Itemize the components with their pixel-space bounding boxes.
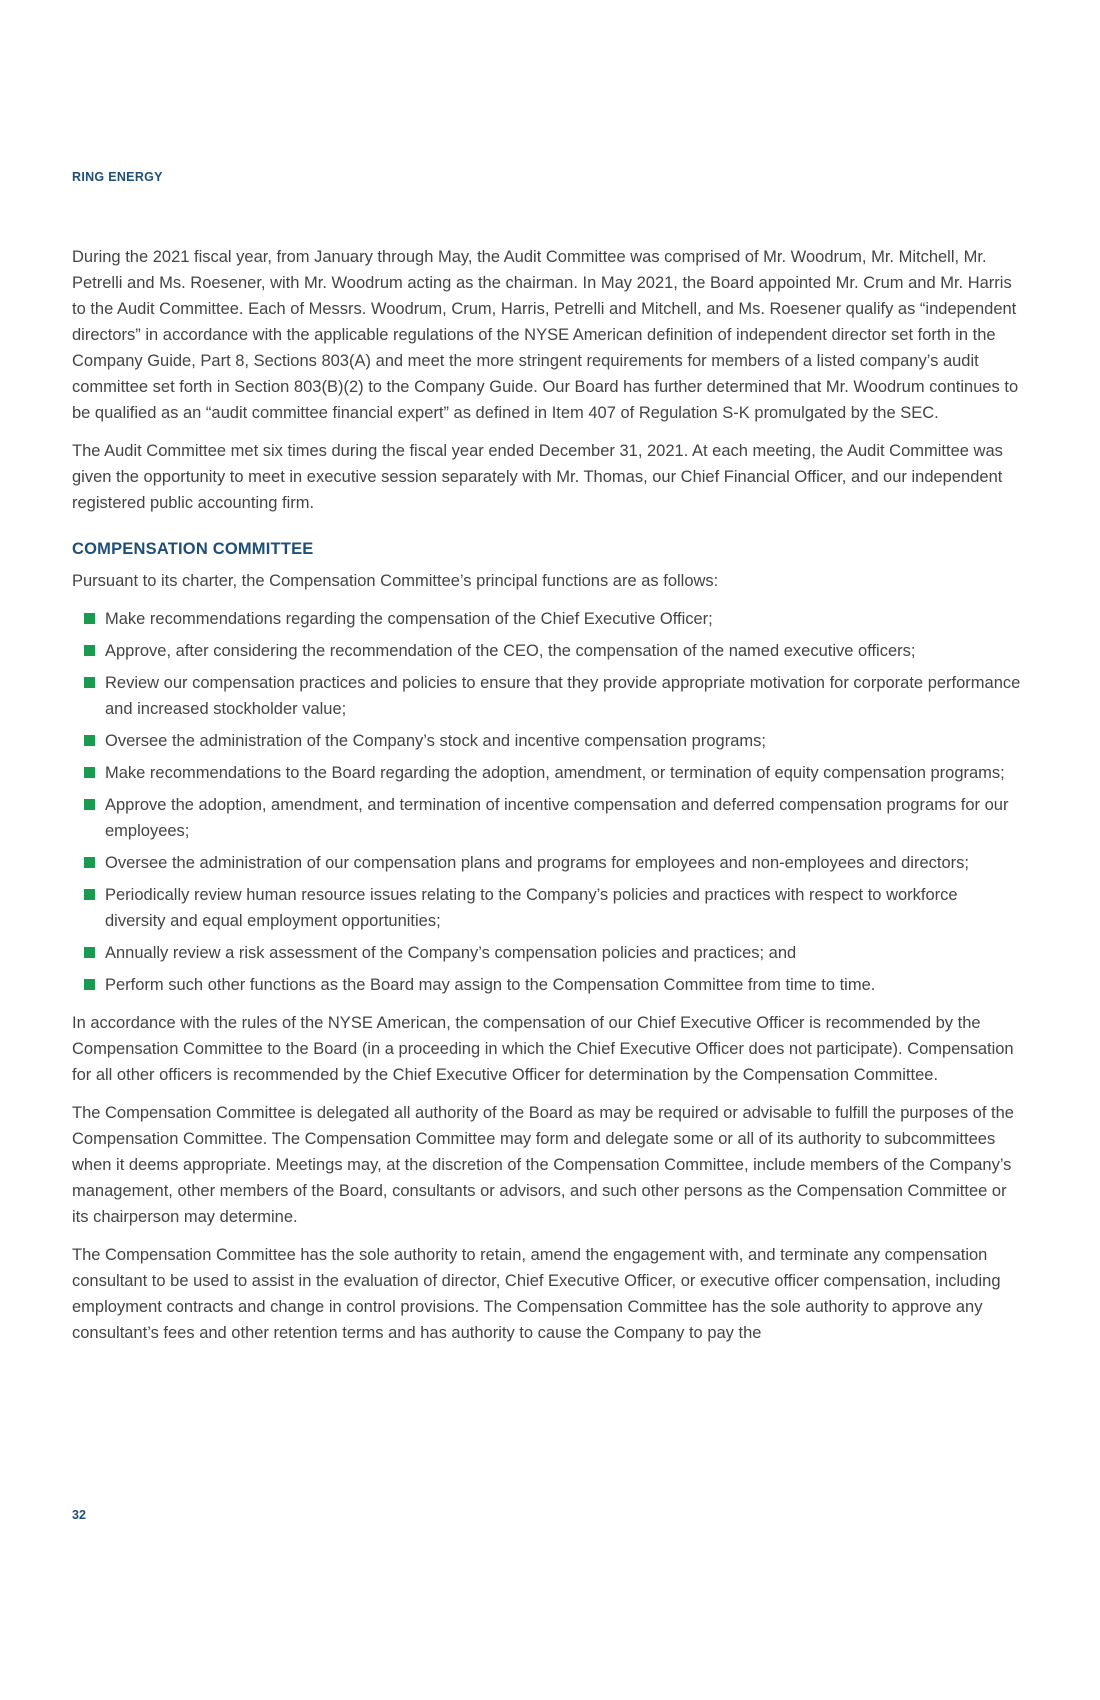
compensation-paragraph-3: The Compensation Committee has the sole authority to retain, amend the engagement with, and terminate any compensation consultant to be used to assist in the evaluation of director, Chief Executive Officer, or executive officer compensation, including employment contracts and change in control provisions. The Compensation Committee has the sole authority to approve any consultant’s fees and other retention terms and has authority to cause the Company to pay the xyxy=(72,1246,1001,1342)
list-item xyxy=(72,606,1022,632)
list-item-text: Perform such other functions as the Board may assign to the Compensation Committee from time to time. xyxy=(105,976,876,994)
compensation-intro: Pursuant to its charter, the Compensation Committee’s principal functions are as follows: xyxy=(72,572,719,590)
list-item xyxy=(72,728,1022,754)
list-item xyxy=(72,850,1022,876)
square-bullet-icon xyxy=(84,677,95,688)
compensation-paragraph-1: In accordance with the rules of the NYSE American, the compensation of our Chief Executive Officer is recommended by the Compensation Committee to the Board (in a proceeding in which the Chief Executive Officer does not participate). Compensation for all other officers is recommended by the Chief Executive Officer for determination by the Compensation Committee. xyxy=(72,1014,1014,1084)
square-bullet-icon xyxy=(84,767,95,778)
list-item xyxy=(72,882,1022,934)
list-item xyxy=(72,670,1022,722)
list-item xyxy=(72,972,1022,998)
square-bullet-icon xyxy=(84,857,95,868)
compensation-committee-heading: COMPENSATION COMMITTEE xyxy=(72,540,314,558)
list-item-text: Review our compensation practices and policies to ensure that they provide appropriate motivation for corporate performance and increased stockholder value; xyxy=(105,674,1021,718)
square-bullet-icon xyxy=(84,889,95,900)
square-bullet-icon xyxy=(84,799,95,810)
list-item-text: Approve the adoption, amendment, and termination of incentive compensation and deferred compensation programs for our employees; xyxy=(105,796,1009,840)
square-bullet-icon xyxy=(84,979,95,990)
list-item-text: Annually review a risk assessment of the Company’s compensation policies and practices; and xyxy=(105,944,797,962)
audit-paragraph-1: During the 2021 fiscal year, from January through May, the Audit Committee was comprised of Mr. Woodrum, Mr. Mitchell, Mr. Petrelli and Ms. Roesener, with Mr. Woodrum acting as the chairman. In May 2021, the Board appointed Mr. Crum and Mr. Harris to the Audit Committee. Each of Messrs. Woodrum, Crum, Harris, Petrelli and Mitchell, and Ms. Roesener qualify as “independent directors” in accordance with the applicable regulations of the NYSE American definition of independent director set forth in the Company Guide, Part 8, Sections 803(A) and meet the more stringent requirements for members of a listed company’s audit committee set forth in Section 803(B)(2) to the Company Guide. Our Board has further determined that Mr. Woodrum continues to be qualified as an “audit committee financial expert” as defined in Item 407 of Regulation S-K promulgated by the SEC. xyxy=(72,248,1019,422)
list-item-text: Make recommendations to the Board regarding the adoption, amendment, or termination of equity compensation programs; xyxy=(105,764,1005,782)
compensation-paragraph-2: The Compensation Committee is delegated all authority of the Board as may be required or advisable to fulfill the purposes of the Compensation Committee. The Compensation Committee may form and delegate some or all of its authority to subcommittees when it deems appropriate. Meetings may, at the discretion of the Compensation Committee, include members of the Company’s management, other members of the Board, consultants or advisors, and such other persons as the Compensation Committee or its chairperson may determine. xyxy=(72,1104,1014,1226)
square-bullet-icon xyxy=(84,645,95,656)
square-bullet-icon xyxy=(84,735,95,746)
list-item-text: Oversee the administration of the Company’s stock and incentive compensation programs; xyxy=(105,732,766,750)
list-item-text: Approve, after considering the recommendation of the CEO, the compensation of the named executive officers; xyxy=(105,642,916,660)
compensation-functions-list xyxy=(72,606,1022,998)
square-bullet-icon xyxy=(84,613,95,624)
list-item xyxy=(72,638,1022,664)
page-number: 32 xyxy=(72,1508,86,1522)
list-item xyxy=(72,792,1022,844)
audit-paragraph-2: The Audit Committee met six times during the fiscal year ended December 31, 2021. At each meeting, the Audit Committee was given the opportunity to meet in executive session separately with Mr. Thomas, our Chief Financial Officer, and our independent registered public accounting firm. xyxy=(72,442,1003,512)
company-header: RING ENERGY xyxy=(72,170,163,184)
page-body xyxy=(72,244,1022,1358)
list-item-text: Oversee the administration of our compensation plans and programs for employees and non-employees and directors; xyxy=(105,854,969,872)
list-item-text: Periodically review human resource issues relating to the Company’s policies and practices with respect to workforce diversity and equal employment opportunities; xyxy=(105,886,958,930)
list-item xyxy=(72,940,1022,966)
list-item xyxy=(72,760,1022,786)
square-bullet-icon xyxy=(84,947,95,958)
list-item-text: Make recommendations regarding the compensation of the Chief Executive Officer; xyxy=(105,610,713,628)
